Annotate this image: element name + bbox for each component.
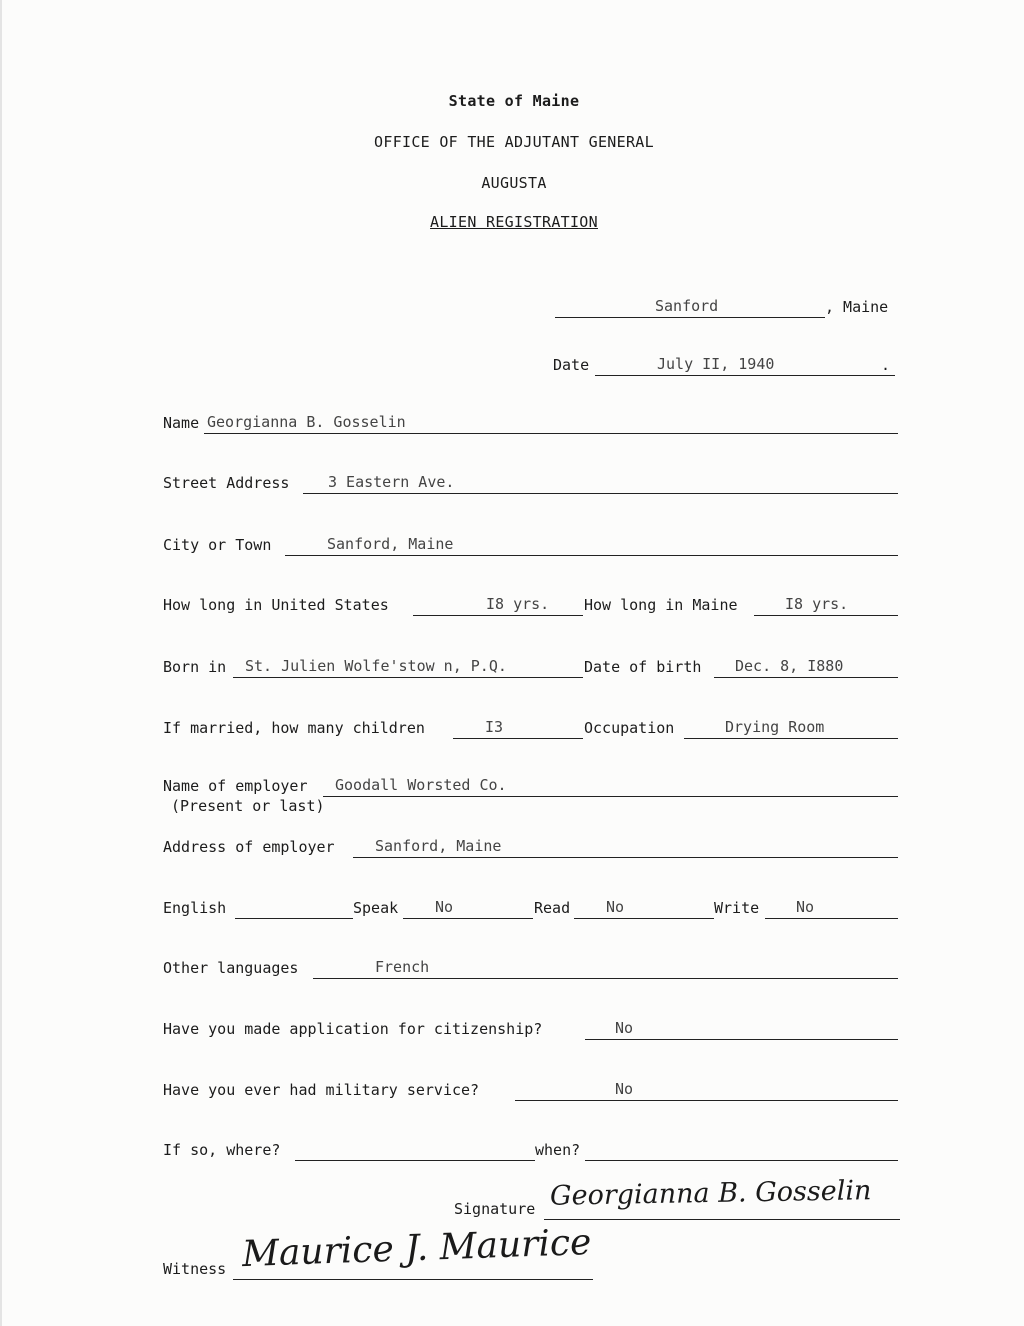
english-label: English (163, 899, 227, 917)
speak-line (403, 894, 533, 919)
us-time-label: How long in United States (163, 596, 389, 614)
city-heading: AUGUSTA (481, 174, 547, 192)
write-value: No (796, 898, 815, 916)
street-value: 3 Eastern Ave. (328, 473, 455, 491)
when-line (585, 1136, 898, 1161)
city-value: Sanford, Maine (327, 535, 454, 553)
name-value: Georgianna B. Gosselin (207, 413, 406, 431)
where-line (295, 1136, 535, 1161)
family-row (163, 715, 898, 741)
date-row (553, 352, 898, 378)
read-line (574, 894, 714, 919)
employer-value: Goodall Worsted Co. (335, 776, 507, 794)
maine-time-label: How long in Maine (584, 596, 738, 614)
signature-handwriting: Georgianna B. Gosselin (549, 1175, 872, 1212)
city-row (163, 532, 898, 558)
place-value: Sanford (655, 297, 719, 315)
citizenship-row (163, 1016, 898, 1042)
date-end-mark: . (881, 356, 891, 374)
born-value: St. Julien Wolfe'stow n, P.Q. (245, 657, 507, 675)
city-label: City or Town (163, 536, 272, 554)
employer-sublabel: (Present or last) (171, 797, 325, 815)
children-label: If married, how many children (163, 719, 425, 737)
military-row (163, 1077, 898, 1103)
witness-label: Witness (163, 1260, 227, 1278)
street-row (163, 470, 898, 496)
english-row (163, 895, 898, 921)
citizenship-label: Have you made application for citizenship? (163, 1020, 543, 1038)
speak-label: Speak (353, 899, 399, 917)
place-row (555, 294, 900, 320)
other-languages-label: Other languages (163, 959, 299, 977)
dob-value: Dec. 8, I880 (735, 657, 844, 675)
birth-row (163, 654, 898, 680)
citizenship-value: No (615, 1019, 634, 1037)
name-label: Name (163, 414, 200, 432)
employer-address-row (163, 834, 898, 860)
employer-label: Name of employer (163, 777, 308, 795)
born-label: Born in (163, 658, 227, 676)
children-value: I3 (485, 718, 504, 736)
street-label: Street Address (163, 474, 290, 492)
write-line (765, 894, 898, 919)
speak-value: No (435, 898, 454, 916)
write-label: Write (714, 899, 760, 917)
military-label: Have you ever had military service? (163, 1081, 480, 1099)
english-line (235, 894, 353, 919)
form-title-text: ALIEN REGISTRATION (430, 213, 598, 231)
other-languages-row (163, 955, 898, 981)
office-heading: OFFICE OF THE ADJUTANT GENERAL (374, 133, 654, 151)
when-label: when? (535, 1141, 581, 1159)
read-value: No (606, 898, 625, 916)
place-suffix: , Maine (825, 298, 889, 316)
witness-handwriting: Maurice J. Maurice (241, 1221, 592, 1276)
signature-label: Signature (454, 1200, 536, 1218)
occupation-label: Occupation (584, 719, 675, 737)
name-row (163, 410, 898, 436)
occupation-value: Drying Room (725, 718, 825, 736)
residence-row (163, 592, 898, 618)
other-languages-value: French (375, 958, 430, 976)
service-where-row (163, 1137, 898, 1163)
employer-address-value: Sanford, Maine (375, 837, 502, 855)
maine-time-value: I8 yrs. (785, 595, 849, 613)
date-label: Date (553, 356, 590, 374)
form-title (2, 213, 1024, 231)
where-label: If so, where? (163, 1141, 281, 1159)
us-time-value: I8 yrs. (486, 595, 550, 613)
military-line (515, 1076, 898, 1101)
military-value: No (615, 1080, 634, 1098)
children-line (453, 714, 583, 739)
read-label: Read (534, 899, 571, 917)
dob-label: Date of birth (584, 658, 702, 676)
employer-sublabel-row (163, 793, 463, 819)
date-value: July II, 1940 (657, 355, 775, 373)
employer-address-label: Address of employer (163, 838, 335, 856)
state-heading: State of Maine (448, 92, 580, 110)
